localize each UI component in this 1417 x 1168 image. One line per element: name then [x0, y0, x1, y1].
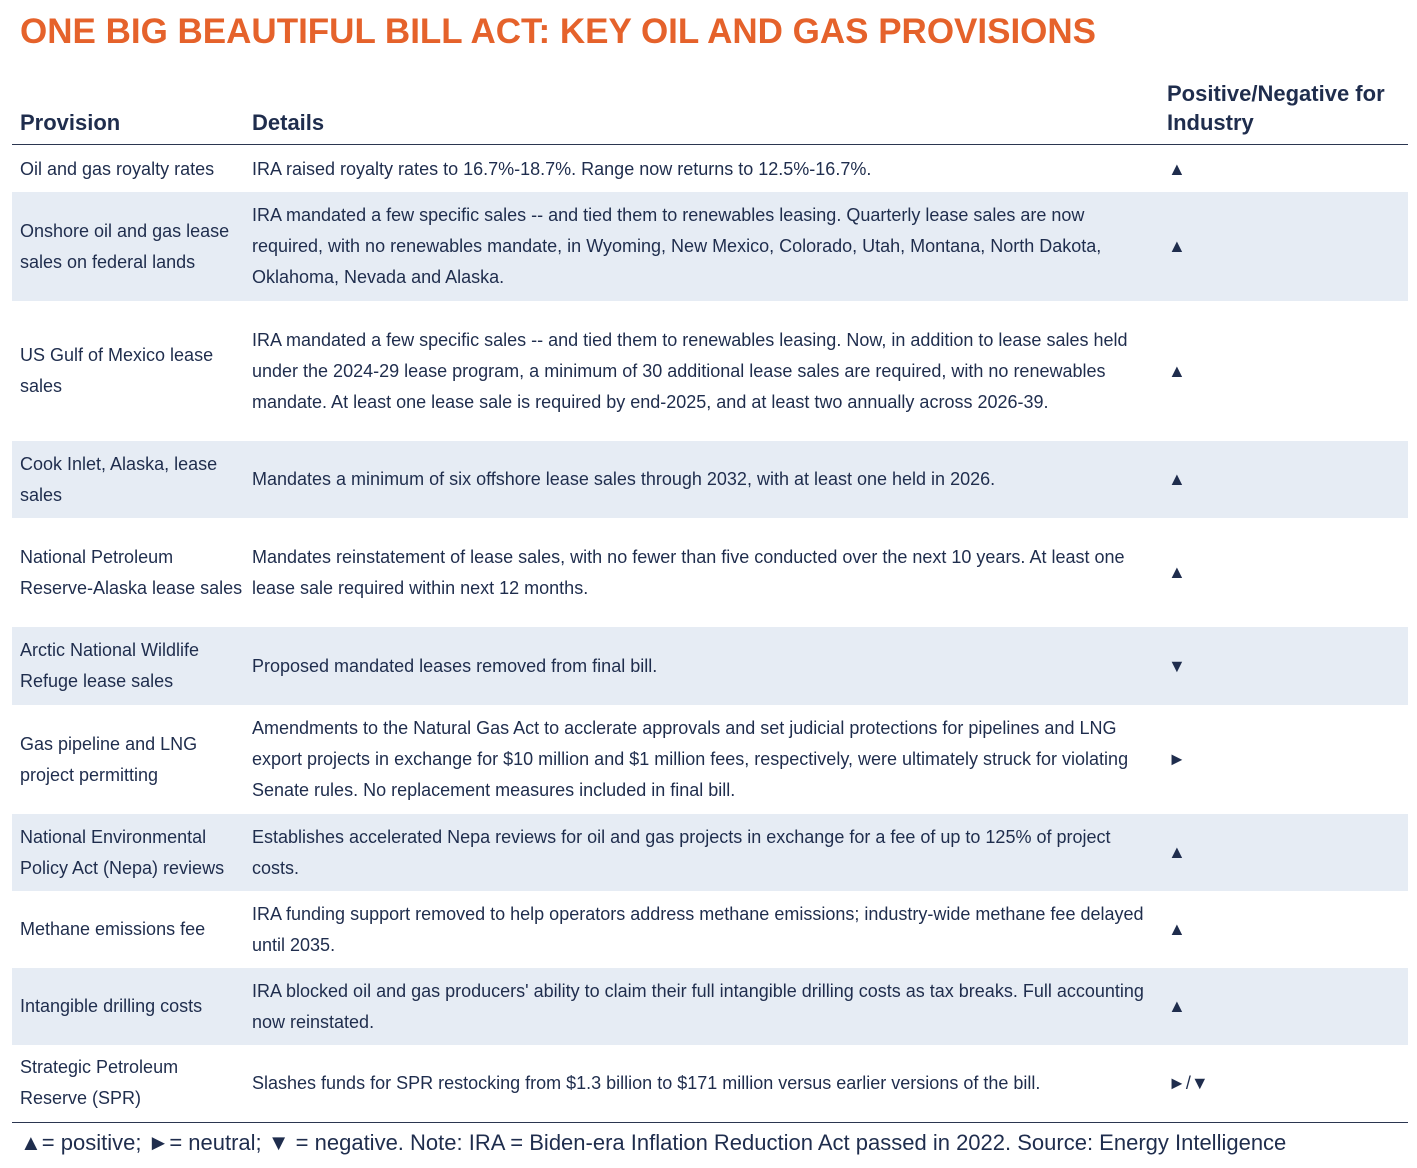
impact-indicator: ▲	[1168, 158, 1186, 179]
provision-cell: Gas pipeline and LNG project permitting	[20, 733, 198, 785]
details-cell: IRA funding support removed to help operators address methane emissions; industry-wide methane fee delayed until 2035.	[252, 903, 1144, 955]
page-title: ONE BIG BEAUTIFUL BILL ACT: KEY OIL AND GAS PROVISIONS	[20, 12, 1097, 51]
details-cell: Establishes accelerated Nepa reviews for oil and gas projects in exchange for a fee of up to 125% of project costs.	[252, 826, 1111, 878]
details-cell: Slashes funds for SPR restocking from $1.3 billion to $171 million versus earlier versions of the bill.	[252, 1072, 1041, 1093]
impact-indicator: ▲	[1168, 562, 1186, 582]
impact-indicator: ▲	[1168, 996, 1186, 1016]
impact-indicator: ▲	[1168, 236, 1186, 256]
impact-indicator: ►	[1168, 749, 1186, 769]
footer	[12, 1122, 1408, 1168]
table-row	[12, 146, 1408, 192]
table-row	[12, 441, 1408, 518]
impact-indicator: ▲	[1168, 360, 1186, 381]
details-cell: IRA raised royalty rates to 16.7%-18.7%. Range now returns to 12.5%-16.7%.	[252, 158, 872, 179]
provision-cell: Onshore oil and gas lease sales on federal lands	[20, 220, 230, 272]
provision-cell: National Petroleum Reserve-Alaska lease sales	[20, 546, 243, 598]
details-cell: IRA mandated a few specific sales -- and tied them to renewables leasing. Now, in addition to lease sales held under the 2024-29 lease program, a minimum of 30 additional lease sales are required, with no renewables mandate. At least one lease sale is required by end-2025, and at least two annually across 2026-39.	[252, 329, 1128, 412]
table-row	[12, 1045, 1408, 1121]
table-row	[12, 301, 1408, 441]
table-row	[12, 814, 1408, 891]
table-row	[12, 968, 1408, 1045]
impact-indicator: ▲	[1168, 469, 1186, 489]
details-cell: Mandates reinstatement of lease sales, with no fewer than five conducted over the next 10 years. At least one lease sale required within next 12 months.	[252, 546, 1125, 598]
table-body	[12, 146, 1408, 1121]
footnote: ▲= positive; ►= neutral; ▼ = negative. Note: IRA = Biden-era Inflation Reduction Act passed in 2022. Source: Energy Intelligence	[20, 1130, 1287, 1155]
details-cell: Mandates a minimum of six offshore lease sales through 2032, with at least one held in 2026.	[252, 469, 996, 489]
provision-cell: US Gulf of Mexico lease sales	[20, 345, 214, 396]
details-cell: IRA blocked oil and gas producers' ability to claim their full intangible drilling costs as tax breaks. Full accounting now reinstated.	[252, 980, 1144, 1032]
details-cell: Amendments to the Natural Gas Act to acclerate approvals and set judicial protections for pipelines and LNG export projects in exchange for $10 million and $1 million fees, respectively, were ultimately struck for violating Senate rules. No replacement measures included in final bill.	[252, 718, 1129, 800]
impact-indicator: ►/▼	[1168, 1072, 1209, 1093]
provision-cell: Cook Inlet, Alaska, lease sales	[20, 453, 218, 505]
provision-cell: Oil and gas royalty rates	[20, 158, 215, 179]
table-row	[12, 518, 1408, 627]
column-header-provision: Provision	[20, 110, 121, 135]
table-row	[12, 192, 1408, 301]
impact-indicator: ▼	[1168, 655, 1186, 676]
provision-cell: Arctic National Wildlife Refuge lease sales	[20, 640, 200, 691]
impact-indicator: ▲	[1168, 842, 1186, 862]
column-header-details: Details	[252, 110, 325, 135]
table-header	[12, 78, 1408, 145]
table-row	[12, 705, 1408, 814]
impact-indicator: ▲	[1168, 919, 1186, 939]
provision-cell: Strategic Petroleum Reserve (SPR)	[20, 1057, 179, 1108]
table-row	[12, 891, 1408, 968]
column-header-impact: Positive/Negative for Industry	[1167, 81, 1385, 135]
details-cell: Proposed mandated leases removed from final bill.	[252, 655, 658, 676]
provision-cell: Methane emissions fee	[20, 919, 206, 939]
provision-cell: Intangible drilling costs	[20, 996, 203, 1016]
details-cell: IRA mandated a few specific sales -- and tied them to renewables leasing. Quarterly lease sales are now required, with no renewables mandate, in Wyoming, New Mexico, Colorado, Utah, Montana, North Dakota, Oklahoma, Nevada and Alaska.	[252, 205, 1102, 287]
table-row	[12, 627, 1408, 705]
provision-cell: National Environmental Policy Act (Nepa) reviews	[20, 826, 225, 878]
